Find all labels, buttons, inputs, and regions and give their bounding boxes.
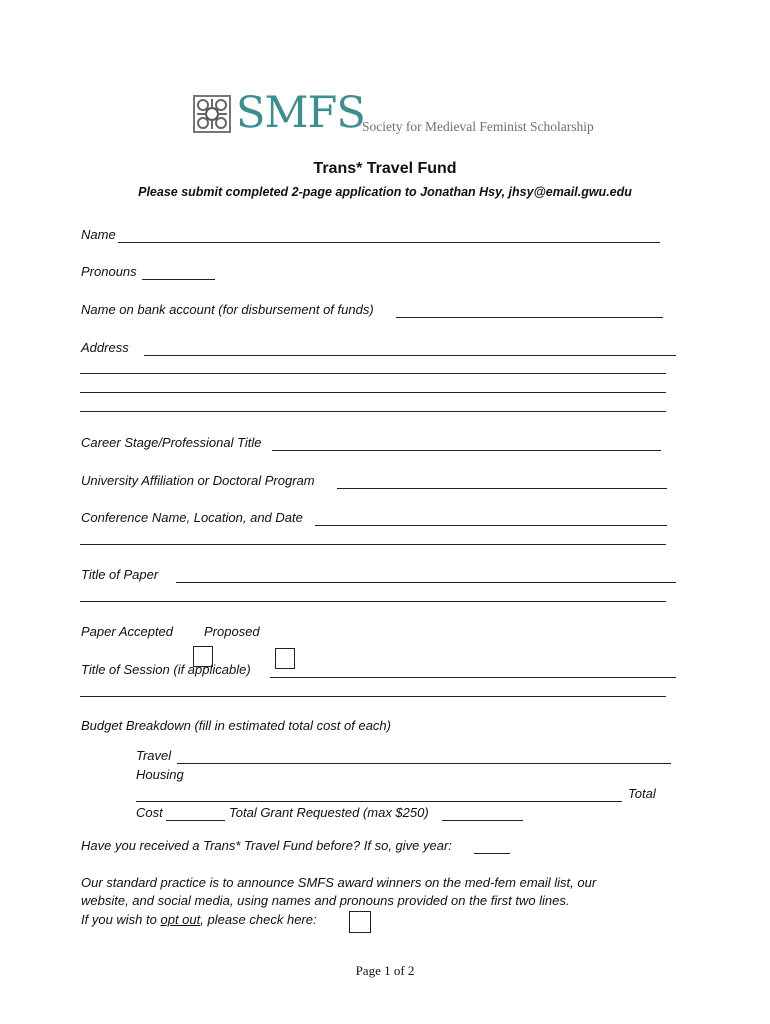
- travel-label: Travel: [136, 748, 172, 763]
- notice-line-3-pre: If you wish to: [81, 912, 161, 927]
- paper-title-field-2[interactable]: [80, 601, 666, 602]
- page-number: Page 1 of 2: [355, 963, 415, 978]
- session-title-field-2[interactable]: [80, 696, 666, 697]
- total-label: Total: [628, 786, 656, 801]
- conference-field-2[interactable]: [80, 544, 666, 545]
- form-title: Trans* Travel Fund: [313, 160, 457, 177]
- conference-field-1[interactable]: [315, 525, 667, 526]
- logo-wordmark: SMFS: [236, 88, 365, 138]
- paper-title-label: Title of Paper: [81, 567, 159, 582]
- cost-label: Cost: [136, 805, 163, 820]
- paper-title-field-1[interactable]: [176, 582, 676, 583]
- address-label: Address: [81, 340, 129, 355]
- pronouns-label: Pronouns: [81, 264, 137, 279]
- smfs-logo: [193, 88, 594, 138]
- bank-name-label: Name on bank account (for disbursement of funds): [81, 302, 374, 317]
- received-before-label: Have you received a Trans* Travel Fund before? If so, give year:: [81, 838, 452, 853]
- pronouns-field[interactable]: [142, 279, 215, 280]
- total-grant-field[interactable]: [442, 820, 523, 821]
- notice-line-2: website, and social media, using names and pronouns provided on the first two lines.: [81, 893, 570, 908]
- address-line-1[interactable]: [144, 355, 676, 356]
- session-title-field-1[interactable]: [270, 677, 676, 678]
- total-grant-label: Total Grant Requested (max $250): [229, 805, 429, 820]
- knotwork-icon: [193, 95, 231, 133]
- bank-name-field[interactable]: [396, 317, 663, 318]
- affiliation-label: University Affiliation or Doctoral Program: [81, 473, 315, 488]
- career-stage-label: Career Stage/Professional Title: [81, 435, 262, 450]
- notice-line-3-post: , please check here:: [200, 912, 317, 927]
- address-line-4[interactable]: [80, 411, 666, 412]
- address-line-3[interactable]: [80, 392, 666, 393]
- received-before-year-field[interactable]: [474, 853, 510, 854]
- opt-out-text: opt out: [160, 912, 201, 927]
- total-cost-field[interactable]: [166, 820, 225, 821]
- name-field[interactable]: [118, 242, 660, 243]
- session-title-label: Title of Session (if applicable): [81, 662, 251, 677]
- notice-line-3: [81, 912, 317, 928]
- address-line-2[interactable]: [80, 373, 666, 374]
- proposed-checkbox[interactable]: [275, 648, 295, 669]
- notice-line-1: Our standard practice is to announce SMFS award winners on the med-fem email list, our: [81, 875, 597, 890]
- proposed-label: Proposed: [204, 624, 260, 639]
- housing-label: Housing: [136, 767, 184, 782]
- affiliation-field[interactable]: [337, 488, 667, 489]
- paper-accepted-label: Paper Accepted: [81, 624, 174, 639]
- opt-out-checkbox[interactable]: [349, 911, 371, 933]
- housing-field[interactable]: [136, 801, 622, 802]
- name-label: Name: [81, 227, 116, 242]
- logo-tagline: Society for Medieval Feminist Scholarship: [362, 119, 594, 134]
- submission-instructions: Please submit completed 2-page application to Jonathan Hsy, jhsy@email.gwu.edu: [138, 185, 632, 199]
- budget-heading: Budget Breakdown (fill in estimated total cost of each): [81, 718, 391, 733]
- career-stage-field[interactable]: [272, 450, 661, 451]
- conference-label: Conference Name, Location, and Date: [81, 510, 303, 525]
- travel-field[interactable]: [177, 763, 671, 764]
